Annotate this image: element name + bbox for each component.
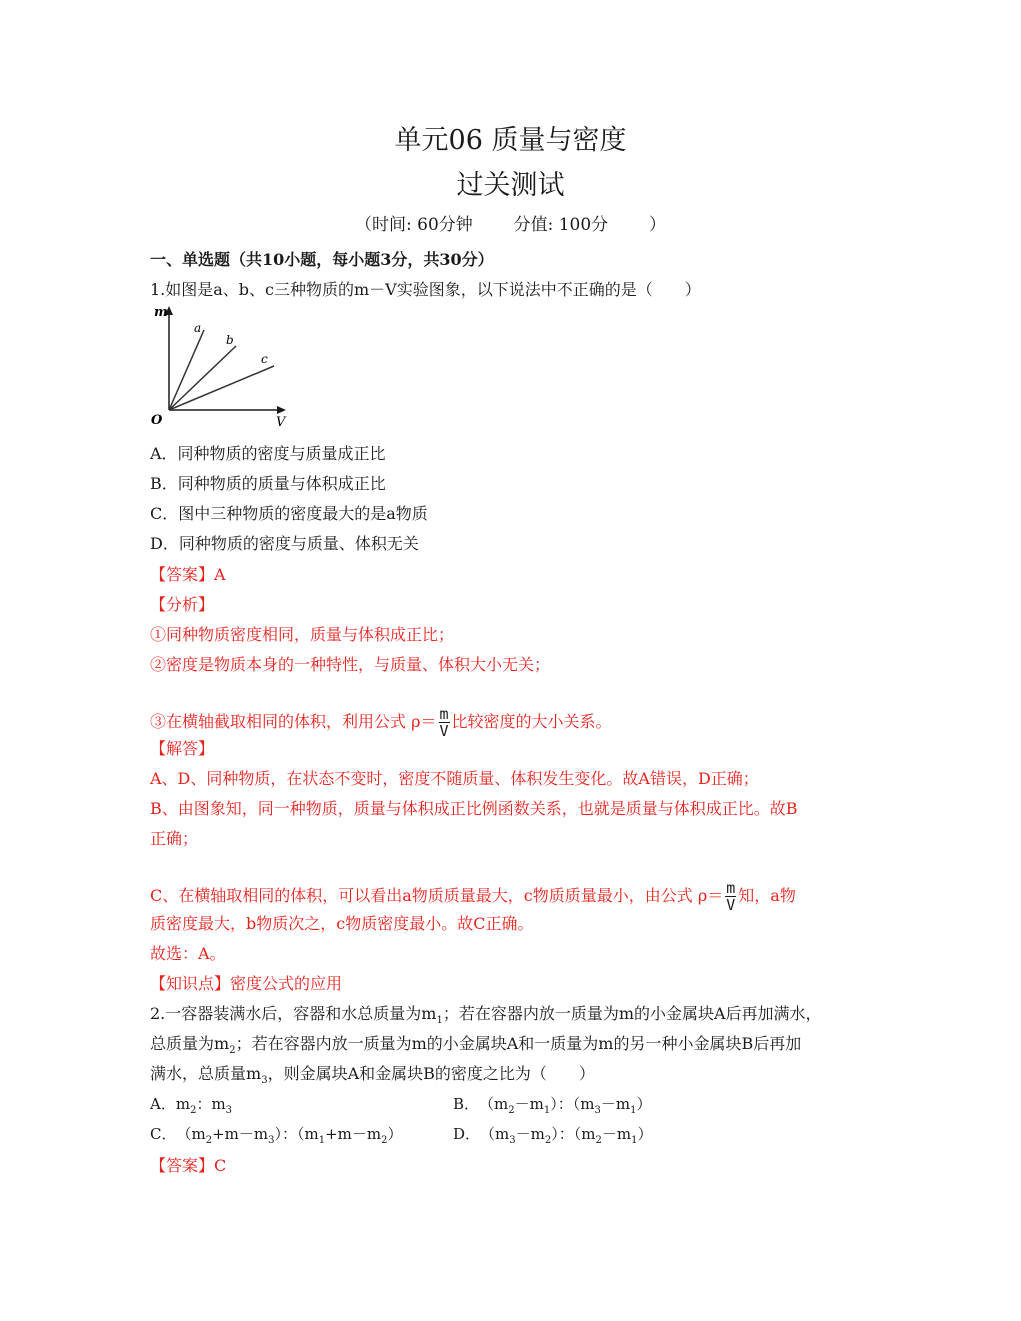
section-heading: 一、单选题（共10小题，每小题3分，共30分） [150, 250, 494, 269]
fraction-numerator: m [439, 705, 449, 723]
test-info [0, 210, 1021, 235]
analysis-3-text: ③在横轴截取相同的体积，利用公式 ρ＝ [150, 712, 437, 732]
q2-answer-line [150, 1153, 226, 1176]
subscript: 2 [229, 1045, 236, 1057]
choose-line: 故选：A。 [150, 944, 226, 963]
solution-b: B、由图象知，同一种物质，质量与体积成正比例函数关系，也就是质量与体积成正比。故B [150, 799, 798, 818]
option-text: ） [636, 1095, 652, 1113]
subscript: 1 [318, 1135, 326, 1146]
q2-text: ；若在容器内放一质量为m的小金属块A后再加满水， [442, 1004, 822, 1023]
answer-label: 【答案】 [150, 1156, 215, 1175]
y-axis-label: m [154, 305, 168, 320]
subscript: 2 [508, 1105, 515, 1116]
subscript: 1 [631, 1135, 638, 1146]
option-text: －m [515, 1125, 545, 1143]
subscript: 2 [544, 1135, 552, 1146]
page-subtitle: 过关测试 [456, 170, 565, 201]
question-2-stem-line-2 [150, 1031, 801, 1056]
line-a-label: a [194, 321, 202, 335]
knowledge-value: 密度公式的应用 [230, 974, 343, 993]
line-b [169, 346, 236, 410]
option-text: +m－m [325, 1125, 382, 1143]
q2-text: ；若在容器内放一质量为m的小金属块A和一质量为m的另一种小金属块B后再加 [235, 1034, 802, 1053]
question-1-stem: 1.如图是a、b、c三种物质的m－V实验图象，以下说法中不正确的是（ ） [150, 280, 701, 299]
origin-label: O [151, 413, 163, 428]
q2-option-a [150, 1093, 232, 1116]
option-text: C． （m [150, 1125, 206, 1143]
option-text: D． （m [453, 1125, 510, 1143]
option-text: +m－m [212, 1125, 269, 1143]
answer-value: A [214, 565, 226, 584]
option-text: ）：（m [550, 1095, 595, 1113]
question-2-stem-line-1 [150, 1001, 822, 1026]
line-b-label: b [226, 333, 234, 347]
x-axis-label: V [276, 415, 286, 430]
knowledge-line [150, 971, 342, 994]
subscript: 3 [225, 1105, 233, 1116]
option-text: ：m [196, 1095, 226, 1113]
option-text: ） [637, 1125, 653, 1143]
option-text: ） [387, 1125, 403, 1143]
subscript: 1 [543, 1105, 551, 1116]
analysis-point-1: ①同种物质密度相同，质量与体积成正比； [150, 625, 455, 644]
fraction-denominator: V [439, 722, 449, 740]
q2-text: ，则金属块A和金属块B的密度之比为（ ） [267, 1064, 595, 1083]
mv-graph [148, 300, 298, 432]
density-formula-fraction [439, 706, 450, 740]
solution-c [150, 880, 796, 914]
subscript: 3 [268, 1135, 275, 1146]
info-open: （时间: [355, 215, 412, 235]
time-value: 60分钟 [417, 215, 473, 235]
q2-option-d [453, 1123, 652, 1146]
analysis-point-3 [150, 706, 612, 740]
line-c-label: c [261, 352, 268, 366]
knowledge-label: 【知识点】 [150, 974, 231, 993]
fraction-numerator: m [726, 879, 736, 897]
q2-text: 满水，总质量m [150, 1064, 262, 1083]
subscript: 1 [436, 1015, 443, 1027]
analysis-label: 【分析】 [150, 595, 215, 614]
option-text: A．m [150, 1095, 191, 1113]
option-d: D．同种物质的密度与质量、体积无关 [150, 534, 419, 553]
option-text: ）：（m [274, 1125, 319, 1143]
solution-label: 【解答】 [150, 739, 215, 758]
option-text: －m [514, 1095, 544, 1113]
q2-option-c [150, 1123, 403, 1146]
density-formula-fraction-2 [725, 880, 736, 914]
question-2-stem-line-3 [150, 1061, 595, 1086]
info-close: ） [649, 215, 666, 235]
option-text: ）：（m [551, 1125, 596, 1143]
answer-value: C [214, 1156, 227, 1175]
q2-option-b [453, 1093, 651, 1116]
x-axis-arrow [277, 406, 286, 414]
subscript: 2 [595, 1135, 602, 1146]
option-text: －m [601, 1125, 632, 1143]
option-b: B．同种物质的质量与体积成正比 [150, 474, 386, 493]
option-a: A．同种物质的密度与质量成正比 [150, 444, 386, 463]
subscript: 3 [594, 1105, 601, 1116]
solution-b-cont: 正确； [150, 829, 199, 848]
option-text: B． （m [453, 1095, 509, 1113]
answer-label: 【答案】 [150, 565, 215, 584]
answer-line [150, 562, 226, 585]
solution-ad: A、D、同种物质，在状态不变时，密度不随质量、体积发生变化。故A错误，D正确； [150, 769, 759, 788]
score-value: 100分 [558, 215, 609, 235]
score-label: 分值: [513, 215, 554, 235]
option-c: C．图中三种物质的密度最大的是a物质 [150, 504, 428, 523]
solution-c-cont: 质密度最大，b物质次之，c物质密度最小。故C正确。 [150, 914, 534, 933]
subscript: 3 [261, 1075, 268, 1087]
option-text: －m [600, 1095, 631, 1113]
subscript: 3 [509, 1135, 516, 1146]
subscript: 2 [381, 1135, 388, 1146]
analysis-3-end: 比较密度的大小关系。 [451, 712, 612, 732]
subscript: 2 [190, 1105, 197, 1116]
fraction-denominator: V [726, 896, 736, 914]
page-title: 单元06 质量与密度 [394, 125, 627, 156]
q2-text: 总质量为m [150, 1034, 230, 1053]
q2-text: 2.一容器装满水后，容器和水总质量为m [150, 1004, 437, 1023]
analysis-point-2: ②密度是物质本身的一种特性，与质量、体积大小无关； [150, 655, 551, 674]
solution-c-text: C、在横轴取相同的体积，可以看出a物质质量最大，c物质质量最小，由公式 ρ＝ [150, 886, 724, 906]
subscript: 2 [205, 1135, 213, 1146]
subscript: 1 [630, 1105, 637, 1116]
solution-c-end: 知，a物 [738, 886, 796, 906]
